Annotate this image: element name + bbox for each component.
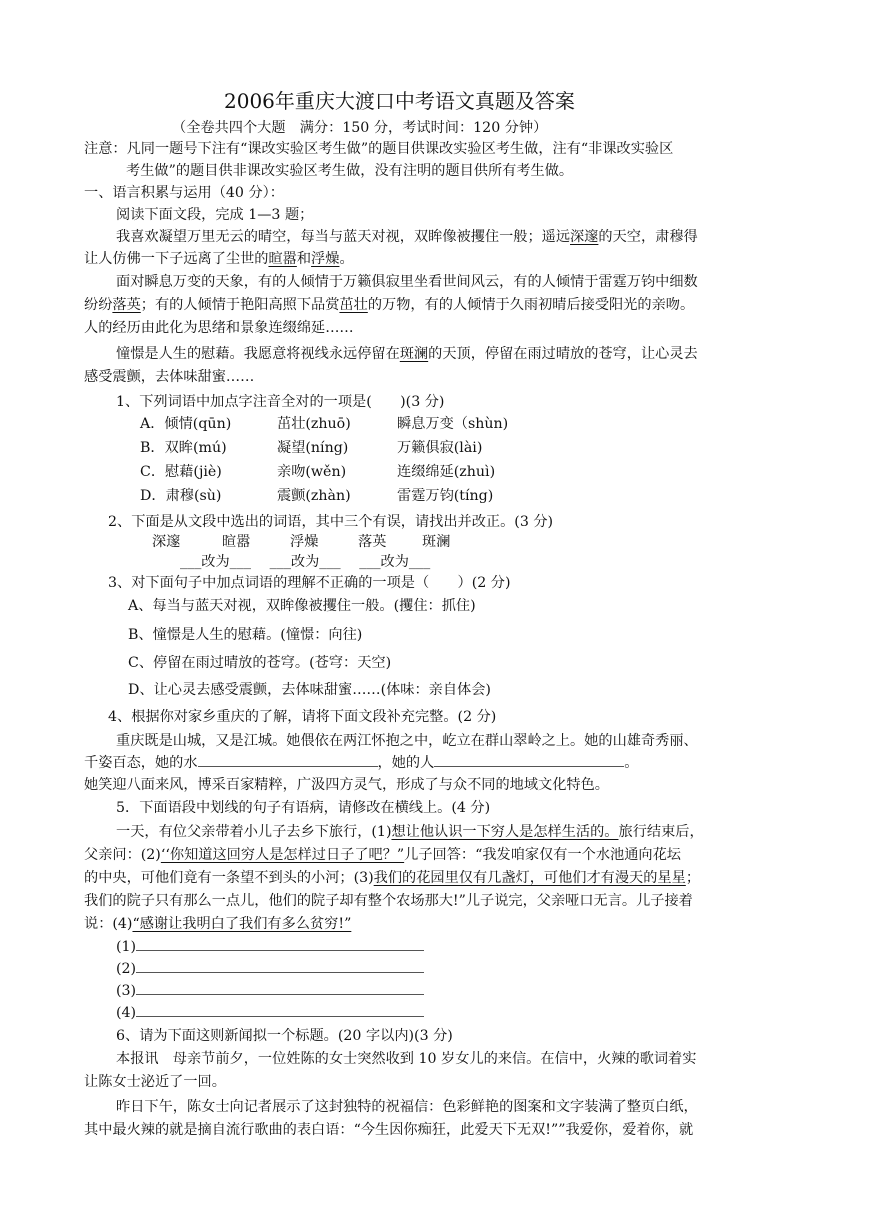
exam-subtitle: （全卷共四个大题 满分：150 分，考试时间：120 分钟）: [172, 120, 548, 136]
question-2: 2、下面是从文段中选出的词语，其中三个有误，请找出并改正。(3 分): [108, 514, 554, 530]
underlined-word: 茁壮: [339, 297, 368, 313]
option-c-word-1: C．慰藉(jiè): [140, 464, 222, 480]
news-line: 昨日下午，陈女士向记者展示了这封独特的祝福信：色彩鲜艳的图案和文字装满了整页白纸，: [116, 1099, 698, 1115]
passage-line: [84, 295, 694, 315]
question-6: 6、请为下面这则新闻拟一个标题。(20 字以内)(3 分): [116, 1028, 453, 1044]
q2-word: 落英: [358, 534, 387, 550]
q2-word: 斑澜: [422, 534, 451, 550]
answer-blank[interactable]: [136, 959, 424, 973]
answer-number: (4): [116, 1005, 137, 1021]
passage-text: 和: [296, 251, 312, 267]
answer-number: (1): [116, 939, 137, 955]
news-line: 本报讯 母亲节前夕，一位姓陈的女士突然收到 10 岁女儿的来信。在信中，火辣的歌词着实: [116, 1051, 697, 1067]
passage-text: 我喜欢凝望万里无云的晴空，每当与蓝天对视，双眸像被攫住一般；遥远: [116, 229, 571, 245]
passage-line: [116, 344, 698, 364]
page-title: 2006年重庆大渡口中考语文真题及答案: [224, 89, 575, 113]
q5-passage-line: [116, 822, 704, 842]
option-c-word-3: 连缀绵延(zhuì): [397, 464, 496, 480]
answer-blank[interactable]: [136, 981, 424, 995]
underlined-sentence: 我们的花园里仅有几盏灯，可他们才有漫天的星星: [373, 870, 686, 886]
option-d-word-1: D．肃穆(sù): [140, 488, 222, 504]
underlined-word: 浮燥: [311, 251, 340, 267]
passage-line: 感受震颤，去体味甜蜜……: [84, 369, 255, 385]
q5-passage-line: [84, 845, 681, 865]
passage-text: 让人仿佛一下子远离了尘世的: [84, 251, 269, 267]
answer-blank[interactable]: [136, 1003, 424, 1017]
answer-blank[interactable]: [136, 937, 424, 951]
passage-line: [116, 227, 698, 247]
q3-option-b: B、憧憬是人生的慰藉。(憧憬：向往): [128, 627, 363, 643]
passage-line: 面对瞬息万变的天象，有的人倾情于万籁俱寂里坐看世间风云，有的人倾情于雷霆万钧中细数: [116, 274, 698, 290]
reading-intro: 阅读下面文段，完成 1—3 题；: [116, 207, 314, 223]
underlined-word: 斑澜: [399, 346, 429, 362]
option-a-word-1: A．倾情(qūn): [140, 416, 232, 432]
q2-answer-blanks[interactable]: ___改为___ ___改为___ ___改为___: [180, 554, 431, 570]
passage-text: 说：(4): [84, 916, 133, 932]
note-line-1: 注意：凡同一题号下注有“课改实验区考生做”的题目供课改实验区考生做，注有“非课改实验区: [84, 141, 674, 157]
section-heading: 一、语言积累与运用（40 分）：: [84, 185, 284, 201]
passage-text: 千姿百态，她的水: [84, 755, 198, 771]
q3-option-d: D、让心灵去感受震颤，去体味甜蜜……(体味：亲自体会): [128, 682, 491, 698]
news-line: 其中最火辣的就是摘自流行歌曲的表白语：“今生因你痴狂，此爱天下无双!””我爱你，爱着你，就: [84, 1122, 694, 1138]
q3-option-c: C、停留在雨过晴放的苍穹。(苍穹：天空): [128, 655, 392, 671]
answer-line-2[interactable]: [116, 959, 424, 979]
q2-word: 深邃: [152, 534, 181, 550]
underlined-word: 落英: [112, 297, 141, 313]
question-5: 5．下面语段中划线的句子有语病，请修改在横线上。(4 分): [116, 800, 491, 816]
option-d-word-3: 雷霆万钧(tíng): [397, 488, 494, 504]
q5-passage-line: [84, 914, 351, 934]
option-b-word-3: 万籁俱寂(lài): [397, 440, 483, 456]
passage-text: 的天空，肃穆得: [598, 229, 698, 245]
passage-text: 憧憬是人生的慰藉。我愿意将视线永远停留在: [116, 346, 400, 362]
q2-word: 浮燥: [290, 534, 319, 550]
passage-text: 纷纷: [84, 297, 113, 313]
answer-line-1[interactable]: [116, 937, 424, 957]
answer-number: (2): [116, 961, 137, 977]
question-1: 1、下列词语中加点字注音全对的一项是( )(3 分): [116, 394, 445, 410]
passage-text: ；: [685, 870, 701, 886]
passage-text: 父亲问：(2): [84, 847, 161, 863]
passage-text: 的中央，可他们竟有一条望不到头的小河；(3): [84, 870, 374, 886]
q2-word: 暄嚣: [222, 534, 251, 550]
underlined-sentence: “感谢让我明白了我们有多么贫穷!”: [132, 916, 352, 932]
passage-line: [84, 249, 354, 269]
passage-text: 。: [339, 251, 354, 267]
underlined-word: 深邃: [570, 229, 599, 245]
passage-line: 人的经历由此化为思绪和景象连缀绵延……: [84, 320, 354, 336]
question-4: 4、根据你对家乡重庆的了解，请将下面文段补充完整。(2 分): [108, 709, 497, 725]
answer-line-4[interactable]: [116, 1003, 424, 1023]
underlined-sentence: ‘‘你知道这回穷人是怎样过日子了吧？”: [160, 847, 405, 863]
option-a-word-3: 瞬息万变（shùn): [397, 416, 509, 432]
underlined-sentence: 想让他认识一下穷人是怎样生活的。: [391, 824, 619, 840]
answer-blank[interactable]: [434, 753, 624, 767]
passage-text: 儿子回答：“我发咱家仅有一个水池通向花坛: [404, 847, 681, 863]
passage-text: 一天，有位父亲带着小儿子去乡下旅行，(1): [116, 824, 392, 840]
answer-number: (3): [116, 983, 137, 999]
q4-passage-line: 重庆既是山城，又是江城。她偎依在两江怀抱之中，屹立在群山翠岭之上。她的山雄奇秀丽、: [116, 733, 698, 749]
option-b-word-2: 凝望(níng): [277, 440, 349, 456]
news-line: 让陈女士泌近了一回。: [84, 1074, 226, 1090]
answer-blank[interactable]: [198, 753, 378, 767]
q5-passage-line: [84, 868, 700, 888]
passage-text: ；有的人倾情于艳阳高照下品赏: [140, 297, 340, 313]
q5-passage-line: 我们的院子只有那么一点儿，他们的院子却有整个农场那大!”儿子说完，父亲哑口无言。儿子接着: [84, 893, 693, 909]
option-a-word-2: 茁壮(zhuō): [277, 416, 351, 432]
option-c-word-2: 亲吻(wěn): [277, 464, 347, 480]
passage-text: ，她的人: [377, 755, 435, 771]
question-3: 3、对下面句子中加点词语的理解不正确的一项是（ ）(2 分): [108, 575, 511, 591]
q4-passage-line: [84, 753, 638, 773]
passage-text: 旅行结束后，: [618, 824, 704, 840]
answer-line-3[interactable]: [116, 981, 424, 1001]
q3-option-a: A、每当与蓝天对视，双眸像被攫住一般。(攫住：抓住): [128, 598, 476, 614]
note-line-2: 考生做”的题目供非课改实验区考生做，没有注明的题目供所有考生做。: [126, 163, 574, 179]
passage-text: 的万物，有的人倾情于久雨初晴后接受阳光的亲吻。: [367, 297, 695, 313]
option-d-word-2: 震颤(zhàn): [277, 488, 351, 504]
passage-text: 。: [624, 755, 639, 771]
option-b-word-1: B．双眸(mú): [140, 440, 227, 456]
passage-text: 的天顶，停留在雨过晴放的苍穹，让心灵去: [428, 346, 698, 362]
q4-passage-line: 她笑迎八面来风，博采百家精粹，广汲四方灵气，形成了与众不同的地域文化特色。: [84, 777, 609, 793]
underlined-word: 暄嚣: [268, 251, 297, 267]
